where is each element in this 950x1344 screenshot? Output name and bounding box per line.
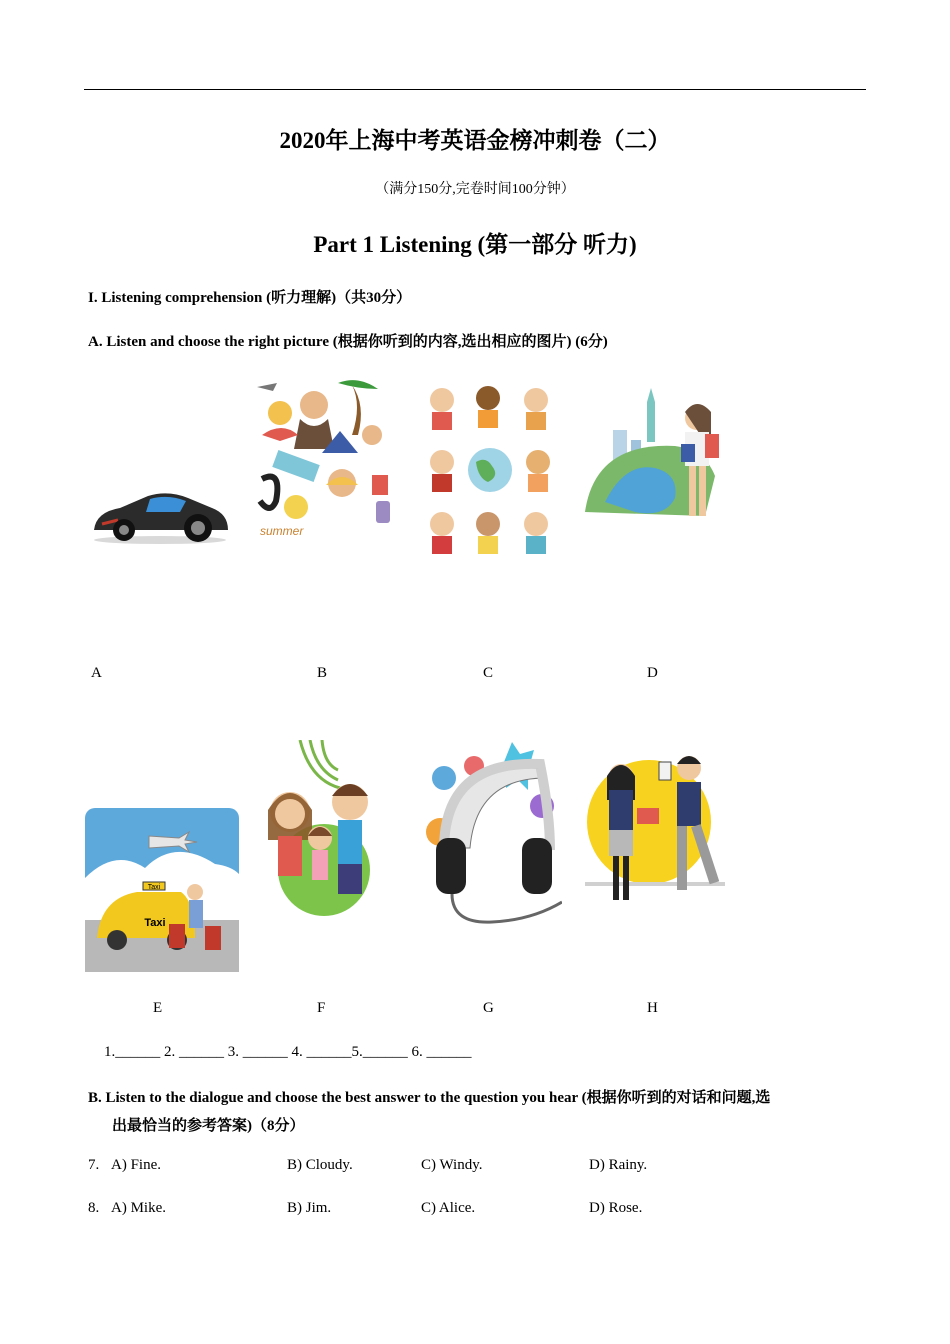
picture-d-globe-traveller <box>585 382 730 532</box>
picture-h-students <box>585 752 725 917</box>
question-7-option-d: D) Rainy. <box>589 1157 648 1173</box>
picture-label-d: D <box>647 665 658 681</box>
picture-label-e: E <box>153 1000 163 1016</box>
picture-e-taxi <box>85 808 239 972</box>
picture-c-world-children <box>420 378 560 558</box>
picture-label-g: G <box>483 1000 494 1016</box>
picture-e-taxi-door: Taxi <box>144 917 166 929</box>
question-7-number: 7. <box>88 1157 100 1173</box>
page-subtitle: （满分150分,完卷时间100分钟） <box>375 182 575 197</box>
picture-e-taxi-sign: Taxi <box>147 884 161 891</box>
question-8-option-b: B) Jim. <box>287 1200 332 1216</box>
section-b-heading-line1: B. Listen to the dialogue and choose the best answer to the question you hear (根据你听到的对话和问题,选 <box>88 1090 771 1106</box>
section-i-heading: I. Listening comprehension (听力理解)（共30分） <box>88 290 412 306</box>
section-b-heading-line2: 出最恰当的参考答案)（8分） <box>112 1118 305 1134</box>
part-heading: Part 1 Listening (第一部分 听力) <box>313 232 637 257</box>
picture-a-sports-car <box>88 486 233 546</box>
picture-label-a: A <box>91 665 102 681</box>
question-8-option-d: D) Rose. <box>589 1200 643 1216</box>
picture-label-f: F <box>317 1000 326 1016</box>
picture-b-summer-doodles <box>252 375 398 540</box>
page-title: 2020年上海中考英语金榜冲刺卷（二） <box>279 128 671 153</box>
picture-label-c: C <box>483 665 494 681</box>
picture-label-b: B <box>317 665 328 681</box>
picture-b-summer-text: summer <box>260 524 304 538</box>
picture-f-family <box>252 740 398 916</box>
question-7-option-a: A) Fine. <box>111 1157 161 1173</box>
question-8-option-c: C) Alice. <box>421 1200 476 1216</box>
question-8-number: 8. <box>88 1200 100 1216</box>
answer-blanks: 1.______ 2. ______ 3. ______ 4. ______5.______ 6. ______ <box>104 1044 472 1060</box>
section-a-heading: A. Listen and choose the right picture (根据你听到的内容,选出相应的图片) (6分) <box>88 334 608 350</box>
top-rule <box>84 89 866 90</box>
question-7-option-c: C) Windy. <box>421 1157 483 1173</box>
picture-g-headphones <box>418 738 562 928</box>
question-7-option-b: B) Cloudy. <box>287 1157 353 1173</box>
question-8-option-a: A) Mike. <box>111 1200 166 1216</box>
picture-label-h: H <box>647 1000 658 1016</box>
